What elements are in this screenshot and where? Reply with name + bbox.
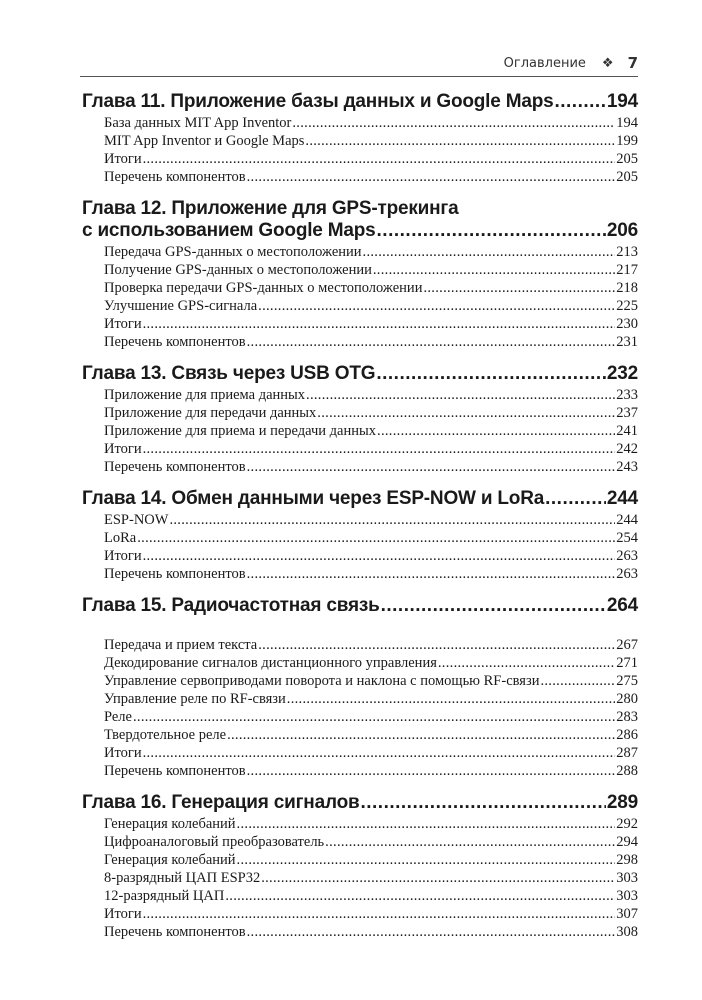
toc-entry-label: Итоги	[104, 316, 142, 332]
toc-entry[interactable]	[82, 887, 638, 905]
dot-leader	[261, 869, 615, 887]
toc-entry[interactable]	[82, 654, 638, 672]
toc-entry-label: Приложение для передачи данных	[104, 405, 317, 421]
chapter-block	[82, 488, 638, 583]
chapter-block	[82, 363, 638, 476]
dot-leader	[133, 708, 615, 726]
toc-entry-label: ESP-NOW	[104, 512, 169, 528]
toc-entry[interactable]	[82, 386, 638, 404]
toc-entry-label: Итоги	[104, 548, 142, 564]
chapter-block	[82, 198, 638, 351]
toc-entry[interactable]	[82, 636, 638, 654]
dot-leader	[247, 565, 616, 583]
toc-entry-page: 308	[616, 924, 638, 940]
chapter-heading[interactable]	[82, 595, 638, 617]
chapter-heading[interactable]	[82, 792, 638, 814]
toc-entry[interactable]	[82, 565, 638, 583]
toc-entry[interactable]	[82, 833, 638, 851]
toc-entry[interactable]	[82, 279, 638, 297]
section-title: Оглавление	[503, 55, 586, 71]
toc-entry-page: 225	[616, 298, 638, 314]
chapter-heading-page: 289	[606, 792, 638, 813]
dot-leader	[438, 654, 615, 672]
toc-entry-page: 233	[616, 387, 638, 403]
toc-entry-page: 283	[616, 709, 638, 725]
chapter-block	[82, 595, 638, 780]
dot-leader	[143, 905, 616, 923]
chapter-heading[interactable]	[82, 220, 638, 242]
dot-leader	[237, 851, 616, 869]
toc-entry-page: 217	[616, 262, 638, 278]
toc-entry-label: Итоги	[104, 906, 142, 922]
toc-entry-label: MIT App Inventor и Google Maps	[104, 133, 305, 149]
toc-entry[interactable]	[82, 762, 638, 780]
dot-leader	[377, 220, 606, 242]
toc-entry[interactable]	[82, 547, 638, 565]
chapter-heading-label: Глава 14. Обмен данными через ESP-NOW и LoRa	[82, 488, 545, 509]
toc-entry-label: Управление реле по RF-связи	[104, 691, 286, 707]
toc-entry-page: 231	[616, 334, 638, 350]
toc-entry-page: 307	[616, 906, 638, 922]
ornament-icon: ❖	[601, 55, 614, 71]
toc-entry[interactable]	[82, 529, 638, 547]
chapter-heading-page: 244	[606, 488, 638, 509]
chapter-heading[interactable]	[82, 91, 638, 113]
toc-entry-label: Проверка передачи GPS-данных о местоположении	[104, 280, 423, 296]
toc-entry[interactable]	[82, 458, 638, 476]
dot-leader	[305, 132, 615, 150]
dot-leader	[143, 150, 616, 168]
toc-entry-label: База данных MIT App Inventor	[104, 115, 292, 131]
toc-entry[interactable]	[82, 690, 638, 708]
toc-entry[interactable]	[82, 440, 638, 458]
toc-entry-label: Итоги	[104, 745, 142, 761]
dot-leader	[143, 315, 616, 333]
toc-entry-label: Получение GPS-данных о местоположении	[104, 262, 372, 278]
dot-leader	[225, 887, 615, 905]
toc-entry-page: 287	[616, 745, 638, 761]
toc-entry-page: 218	[616, 280, 638, 296]
dot-leader	[258, 297, 615, 315]
chapter-heading-label: Глава 13. Связь через USB OTG	[82, 363, 376, 384]
toc-entry-page: 237	[616, 405, 638, 421]
dot-leader	[137, 529, 615, 547]
toc-entry[interactable]	[82, 315, 638, 333]
table-of-contents	[82, 91, 638, 941]
dot-leader	[292, 114, 615, 132]
toc-entry-label: Генерация колебаний	[104, 852, 236, 868]
toc-entry[interactable]	[82, 744, 638, 762]
chapter-heading-page: 264	[606, 595, 638, 616]
chapter-title-line: Глава 12. Приложение для GPS-трекинга	[82, 198, 459, 219]
toc-entry-label: Перечень компонентов	[104, 459, 246, 475]
toc-entry-label: Улучшение GPS-сигнала	[104, 298, 258, 314]
toc-entry-label: Перечень компонентов	[104, 334, 246, 350]
toc-entry-page: 205	[616, 169, 638, 185]
toc-entry[interactable]	[82, 422, 638, 440]
toc-entry-label: Перечень компонентов	[104, 924, 246, 940]
toc-entry-label: Цифроаналоговый преобразователь	[104, 834, 325, 850]
chapter-heading-page: 206	[606, 220, 638, 241]
dot-leader	[247, 333, 616, 351]
chapter-entries	[82, 114, 638, 186]
toc-entry-page: 241	[616, 423, 638, 439]
dot-leader	[317, 404, 615, 422]
toc-entry-page: 230	[616, 316, 638, 332]
toc-entry[interactable]	[82, 815, 638, 833]
chapter-block	[82, 91, 638, 186]
dot-leader	[143, 440, 616, 458]
running-header	[80, 50, 638, 77]
toc-entry-page: 205	[616, 151, 638, 167]
dot-leader	[247, 458, 616, 476]
dot-leader	[554, 91, 605, 113]
toc-entry[interactable]	[82, 261, 638, 279]
toc-entry-page: 254	[616, 530, 638, 546]
toc-entry[interactable]	[82, 150, 638, 168]
chapter-heading-page: 232	[606, 363, 638, 384]
toc-entry-page: 298	[616, 852, 638, 868]
dot-leader	[381, 595, 606, 617]
dot-leader	[169, 511, 615, 529]
toc-entry[interactable]	[82, 404, 638, 422]
toc-entry[interactable]	[82, 114, 638, 132]
chapter-heading-page: 194	[606, 91, 638, 112]
toc-entry-page: 263	[616, 548, 638, 564]
toc-entry-page: 292	[616, 816, 638, 832]
toc-entry-label: Передача GPS-данных о местоположении	[104, 244, 362, 260]
toc-entry-label: Приложение для приема данных	[104, 387, 306, 403]
toc-entry[interactable]	[82, 243, 638, 261]
toc-entry-page: 303	[616, 870, 638, 886]
chapter-entries	[82, 243, 638, 351]
toc-entry-label: Приложение для приема и передачи данных	[104, 423, 377, 439]
dot-leader	[287, 690, 615, 708]
dot-leader	[143, 744, 616, 762]
toc-entry-label: Итоги	[104, 441, 142, 457]
toc-entry-page: 280	[616, 691, 638, 707]
toc-entry[interactable]	[82, 511, 638, 529]
chapter-block	[82, 792, 638, 941]
toc-entry-label: 12-разрядный ЦАП	[104, 888, 225, 904]
toc-entry[interactable]	[82, 132, 638, 150]
toc-entry-page: 213	[616, 244, 638, 260]
toc-entry[interactable]	[82, 923, 638, 941]
toc-entry-page: 271	[616, 655, 638, 671]
chapter-entries	[82, 511, 638, 583]
toc-entry-label: Итоги	[104, 151, 142, 167]
toc-entry-label: Перечень компонентов	[104, 763, 246, 779]
toc-entry-page: 199	[616, 133, 638, 149]
toc-entry-page: 303	[616, 888, 638, 904]
chapter-entries	[82, 815, 638, 941]
dot-leader	[247, 762, 616, 780]
toc-entry-page: 242	[616, 441, 638, 457]
toc-entry-page: 243	[616, 459, 638, 475]
toc-entry-label: Твердотельное реле	[104, 727, 227, 743]
toc-entry-label: Перечень компонентов	[104, 566, 246, 582]
chapter-heading-label: Глава 11. Приложение базы данных и Google Maps	[82, 91, 554, 112]
chapter-entries	[82, 386, 638, 476]
toc-entry[interactable]	[82, 297, 638, 315]
toc-entry-page: 263	[616, 566, 638, 582]
chapter-heading-label: Глава 16. Генерация сигналов	[82, 792, 360, 813]
dot-leader	[227, 726, 615, 744]
toc-entry-page: 244	[616, 512, 638, 528]
toc-entry-label: Реле	[104, 709, 132, 725]
dot-leader	[360, 792, 605, 814]
toc-entry[interactable]	[82, 726, 638, 744]
dot-leader	[423, 279, 615, 297]
toc-entry[interactable]	[82, 905, 638, 923]
toc-entry-page: 286	[616, 727, 638, 743]
toc-entry[interactable]	[82, 869, 638, 887]
chapter-heading-label: Глава 15. Радиочастотная связь	[82, 595, 380, 616]
toc-entry-page: 288	[616, 763, 638, 779]
dot-leader	[373, 261, 615, 279]
toc-entry[interactable]	[82, 851, 638, 869]
toc-entry-label: Управление сервоприводами поворота и наклона с помощью RF-связи	[104, 673, 540, 689]
page-number: 7	[627, 54, 638, 72]
dot-leader	[545, 488, 606, 510]
dot-leader	[377, 422, 615, 440]
chapter-heading-label: с использованием Google Maps	[82, 220, 376, 241]
toc-entry-page: 275	[616, 673, 638, 689]
toc-entry-page: 294	[616, 834, 638, 850]
toc-entry-label: Декодирование сигналов дистанционного управления	[104, 655, 437, 671]
dot-leader	[247, 168, 616, 186]
chapter-heading[interactable]	[82, 363, 638, 385]
dot-leader	[306, 386, 615, 404]
chapter-entries	[82, 636, 638, 780]
dot-leader	[540, 672, 615, 690]
dot-leader	[237, 815, 616, 833]
dot-leader	[247, 923, 616, 941]
toc-entry-page: 267	[616, 637, 638, 653]
toc-entry-label: Передача и прием текста	[104, 637, 258, 653]
dot-leader	[325, 833, 615, 851]
dot-leader	[376, 363, 606, 385]
toc-entry-label: LoRa	[104, 530, 137, 546]
toc-entry-page: 194	[616, 115, 638, 131]
toc-entry-label: Перечень компонентов	[104, 169, 246, 185]
toc-entry[interactable]	[82, 168, 638, 186]
toc-entry[interactable]	[82, 333, 638, 351]
toc-entry-label: Генерация колебаний	[104, 816, 236, 832]
toc-entry-label: 8-разрядный ЦАП ESP32	[104, 870, 261, 886]
toc-entry[interactable]	[82, 708, 638, 726]
dot-leader	[363, 243, 616, 261]
dot-leader	[143, 547, 616, 565]
toc-entry[interactable]	[82, 672, 638, 690]
chapter-heading[interactable]	[82, 488, 638, 510]
dot-leader	[258, 636, 615, 654]
